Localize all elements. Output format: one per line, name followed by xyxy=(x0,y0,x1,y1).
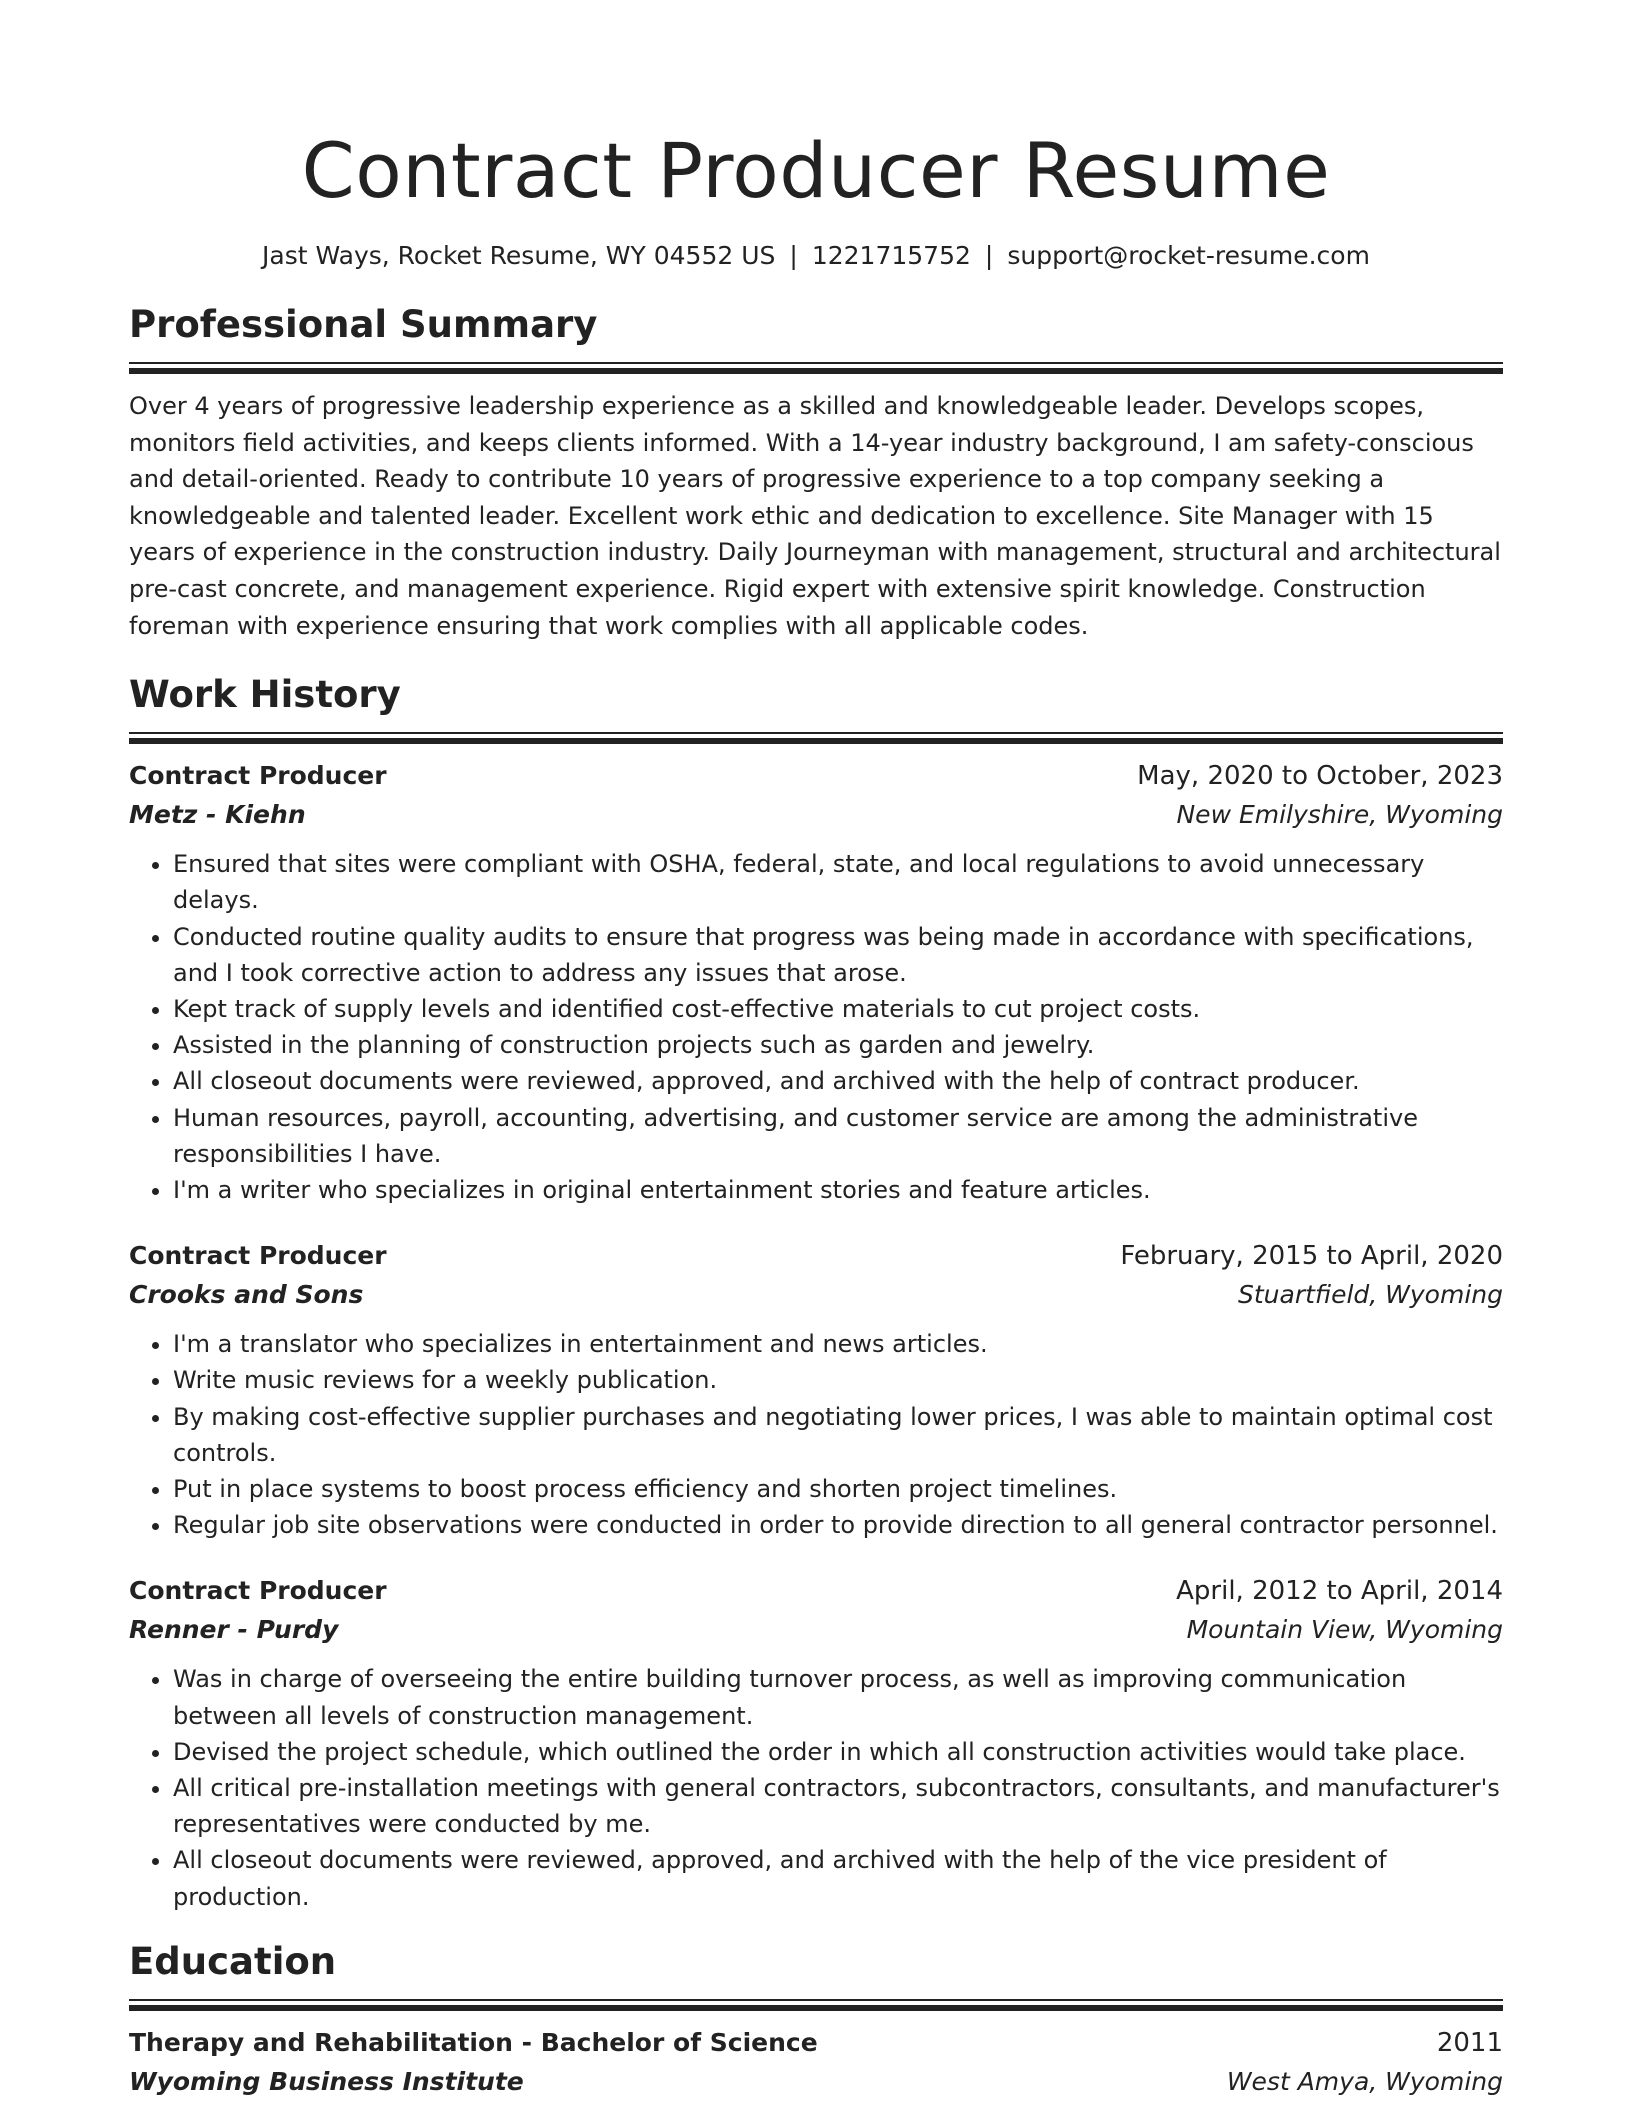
summary-heading: Professional Summary xyxy=(129,303,598,346)
education-section xyxy=(129,1937,1503,2101)
job-entry xyxy=(129,1236,1503,1543)
contact-line xyxy=(129,240,1503,272)
job-title: Contract Producer xyxy=(129,1576,387,1606)
job-bullet: • Human resources, payroll, accounting, advertising, and customer service are among the administrative responsibilities I have. xyxy=(173,1100,1503,1172)
section-divider xyxy=(129,362,1503,374)
contact-separator: | xyxy=(789,241,798,270)
job-bullet: • All closeout documents were reviewed, approved, and archived with the help of the vice president of production. xyxy=(173,1842,1503,1914)
job-bullet: • Write music reviews for a weekly publication. xyxy=(173,1362,1503,1398)
job-header-row xyxy=(129,756,1503,796)
education-header-row xyxy=(129,2023,1503,2063)
education-heading: Education xyxy=(129,1939,337,1983)
job-dates: February, 2015 to April, 2020 xyxy=(1120,1241,1503,1272)
job-location: Stuartfield, Wyoming xyxy=(1238,1280,1503,1310)
job-dates: May, 2020 to October, 2023 xyxy=(1137,761,1503,792)
job-header-row xyxy=(129,1571,1503,1611)
job-bullet: • Put in place systems to boost process efficiency and shorten project timelines. xyxy=(173,1471,1503,1507)
work-history-heading: Work History xyxy=(129,673,401,717)
job-company-row xyxy=(129,1611,1503,1649)
job-bullet: • Regular job site observations were conducted in order to provide direction to all general contractor personnel. xyxy=(173,1507,1503,1543)
contact-email: support@rocket-resume.com xyxy=(1007,241,1370,270)
job-company: Crooks and Sons xyxy=(129,1280,364,1310)
section-divider xyxy=(129,732,1503,744)
job-bullets xyxy=(129,846,1503,1208)
jobs-list xyxy=(129,756,1503,1915)
summary-section xyxy=(129,300,1503,644)
job-bullet: • Kept track of supply levels and identified cost-effective materials to cut project costs. xyxy=(173,991,1503,1027)
job-bullet: • Ensured that sites were compliant with OSHA, federal, state, and local regulations to avoid unnecessary delays. xyxy=(173,846,1503,918)
job-bullets xyxy=(129,1661,1503,1914)
education-degree: Therapy and Rehabilitation - Bachelor of Science xyxy=(129,2027,818,2057)
education-school: Wyoming Business Institute xyxy=(129,2066,524,2096)
job-company: Metz - Kiehn xyxy=(129,800,306,830)
job-bullet: • Devised the project schedule, which outlined the order in which all construction activities would take place. xyxy=(173,1734,1503,1770)
education-location: West Amya, Wyoming xyxy=(1226,2066,1503,2096)
job-company-row xyxy=(129,1276,1503,1314)
job-company-row xyxy=(129,796,1503,834)
job-bullet: • Was in charge of overseeing the entire building turnover process, as well as improving communication between all levels of construction management. xyxy=(173,1661,1503,1733)
job-bullet: • I'm a writer who specializes in original entertainment stories and feature articles. xyxy=(173,1172,1503,1208)
section-divider xyxy=(129,1999,1503,2011)
education-school-row xyxy=(129,2063,1503,2101)
education-list xyxy=(129,2023,1503,2101)
job-entry xyxy=(129,756,1503,1208)
job-dates: April, 2012 to April, 2014 xyxy=(1176,1576,1503,1607)
contact-address: Jast Ways, Rocket Resume, WY 04552 US xyxy=(262,241,776,270)
contact-separator: | xyxy=(984,241,994,270)
job-bullet: • Conducted routine quality audits to ensure that progress was being made in accordance with specifications, and I took corrective action to address any issues that arose. xyxy=(173,919,1503,991)
job-location: New Emilyshire, Wyoming xyxy=(1176,800,1503,830)
job-bullet: • I'm a translator who specializes in entertainment and news articles. xyxy=(173,1326,1503,1362)
job-bullet: • Assisted in the planning of construction projects such as garden and jewelry. xyxy=(173,1027,1503,1063)
job-bullet: • All critical pre-installation meetings with general contractors, subcontractors, consultants, and manufacturer's representatives were conducted by me. xyxy=(173,1770,1503,1842)
education-entry xyxy=(129,2023,1503,2101)
education-year: 2011 xyxy=(1436,2027,1503,2058)
job-entry xyxy=(129,1571,1503,1914)
job-location: Mountain View, Wyoming xyxy=(1186,1615,1503,1645)
work-history-section xyxy=(129,670,1503,1915)
summary-text: Over 4 years of progressive leadership experience as a skilled and knowledgeable leader. Develops scopes, monitors field activities, and keeps clients informed. With a 14-year industry background, I am safety-conscious and detail-oriented. Ready to contribute 10 years of progressive experience to a top company seeking a knowledgeable and talented leader. Excellent work ethic and dedication to excellence. Site Manager with 15 years of experience in the construction industry. Daily Journeyman with management, structural and architectural pre-cast concrete, and management experience. Rigid expert with extensive spirit knowledge. Construction foreman with experience ensuring that work complies with all applicable codes. xyxy=(129,392,1501,640)
job-header-row xyxy=(129,1236,1503,1276)
job-bullet: • All closeout documents were reviewed, approved, and archived with the help of contract producer. xyxy=(173,1063,1503,1099)
job-title: Contract Producer xyxy=(129,761,387,791)
contact-phone: 1221715752 xyxy=(811,241,971,270)
job-bullets xyxy=(129,1326,1503,1543)
job-title: Contract Producer xyxy=(129,1241,387,1271)
job-bullet: • By making cost-effective supplier purchases and negotiating lower prices, I was able to maintain optimal cost controls. xyxy=(173,1399,1503,1471)
resume-title: Contract Producer Resume xyxy=(301,126,1331,215)
job-company: Renner - Purdy xyxy=(129,1615,339,1645)
